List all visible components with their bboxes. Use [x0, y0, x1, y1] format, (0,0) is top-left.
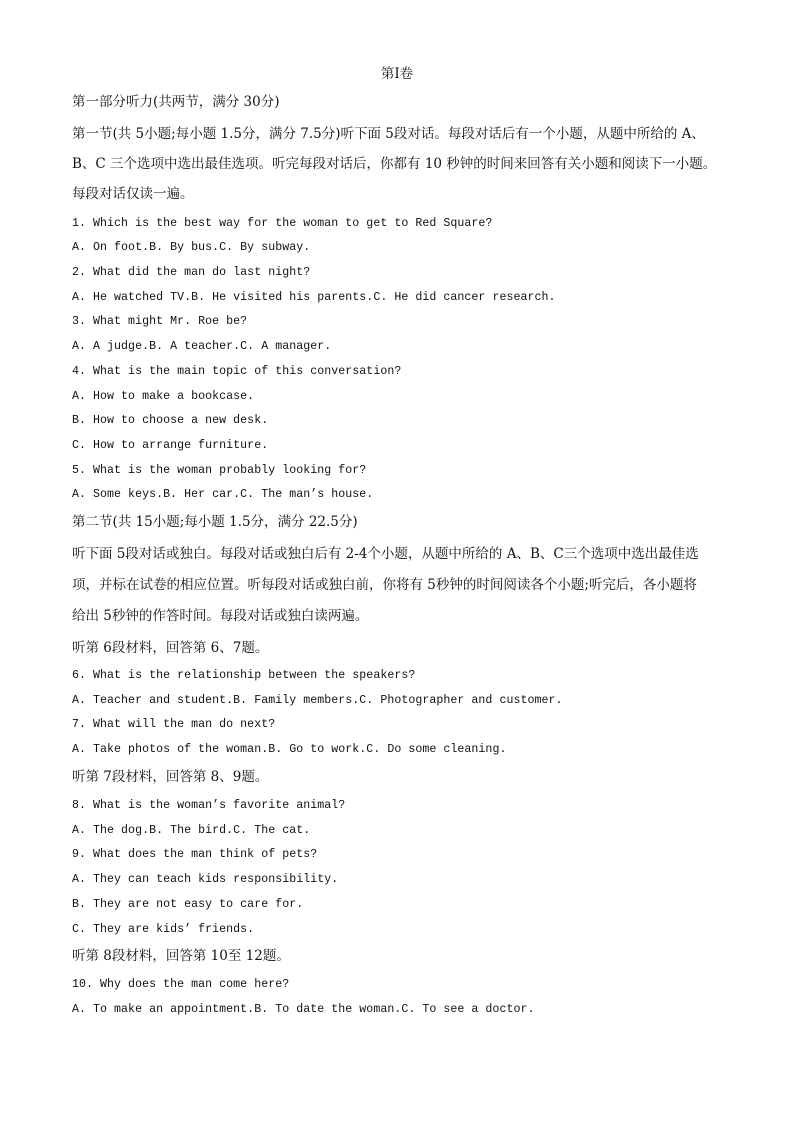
question-9-option-b: B. They are not easy to care for.	[72, 898, 304, 911]
question-2-options: A. He watched TV.B. He visited his parents.C. He did cancer research.	[72, 291, 556, 304]
question-8: 8. What is the woman’s favorite animal?	[72, 799, 346, 812]
question-9-option-a: A. They can teach kids responsibility.	[72, 873, 339, 886]
material-7-heading: 听第 7段材料，回答第 8、9题。	[72, 769, 269, 785]
question-6-options: A. Teacher and student.B. Family members.C. Photographer and customer.	[72, 694, 563, 707]
section2-instructions-line3: 给出 5秒钟的作答时间。每段对话或独白读两遍。	[72, 608, 369, 624]
question-5: 5. What is the woman probably looking for?	[72, 464, 367, 477]
question-1: 1. Which is the best way for the woman to get to Red Square?	[72, 217, 493, 230]
question-4: 4. What is the main topic of this conversation?	[72, 365, 402, 378]
question-4-option-a: A. How to make a bookcase.	[72, 390, 255, 403]
question-4-option-b: B. How to choose a new desk.	[72, 414, 269, 427]
question-3-options: A. A judge.B. A teacher.C. A manager.	[72, 340, 332, 353]
question-7-options: A. Take photos of the woman.B. Go to work.C. Do some cleaning.	[72, 743, 507, 756]
material-6-heading: 听第 6段材料，回答第 6、7题。	[72, 640, 269, 656]
section1-instructions-line3: 每段对话仅读一遍。	[72, 186, 194, 202]
question-8-options: A. The dog.B. The bird.C. The cat.	[72, 824, 311, 837]
question-9: 9. What does the man think of pets?	[72, 848, 318, 861]
part1-heading: 第一部分听力(共两节，满分 30分)	[72, 94, 280, 110]
question-3: 3. What might Mr. Roe be?	[72, 315, 248, 328]
question-4-option-c: C. How to arrange furniture.	[72, 439, 269, 452]
question-10-options: A. To make an appointment.B. To date the woman.C. To see a doctor.	[72, 1003, 535, 1016]
question-9-option-c: C. They are kids’ friends.	[72, 923, 255, 936]
question-1-options: A. On foot.B. By bus.C. By subway.	[72, 241, 311, 254]
page-title: 第I卷	[380, 66, 414, 82]
question-2: 2. What did the man do last night?	[72, 266, 311, 279]
question-10: 10. Why does the man come here?	[72, 978, 290, 991]
section1-instructions-line2: B、C 三个选项中选出最佳选项。听完每段对话后，你都有 10 秒钟的时间来回答有关小题和阅读下一小题。	[72, 156, 717, 172]
section2-heading: 第二节(共 15小题;每小题 1.5分，满分 22.5分)	[72, 514, 358, 530]
section1-instructions-line1: 第一节(共 5小题;每小题 1.5分，满分 7.5分)听下面 5段对话。每段对话后有一个小题，从题中所给的 A、	[72, 126, 705, 142]
section2-instructions-line2: 项，并标在试卷的相应位置。听每段对话或独白前，你将有 5秒钟的时间阅读各个小题;听完后，各小题将	[72, 577, 697, 593]
question-5-options: A. Some keys.B. Her car.C. The man’s house.	[72, 488, 374, 501]
question-6: 6. What is the relationship between the speakers?	[72, 669, 416, 682]
material-8-heading: 听第 8段材料，回答第 10至 12题。	[72, 948, 290, 964]
question-7: 7. What will the man do next?	[72, 718, 276, 731]
section2-instructions-line1: 听下面 5段对话或独白。每段对话或独白后有 2-4个小题，从题中所给的 A、B、C三个选项中选出最佳选	[72, 546, 699, 562]
